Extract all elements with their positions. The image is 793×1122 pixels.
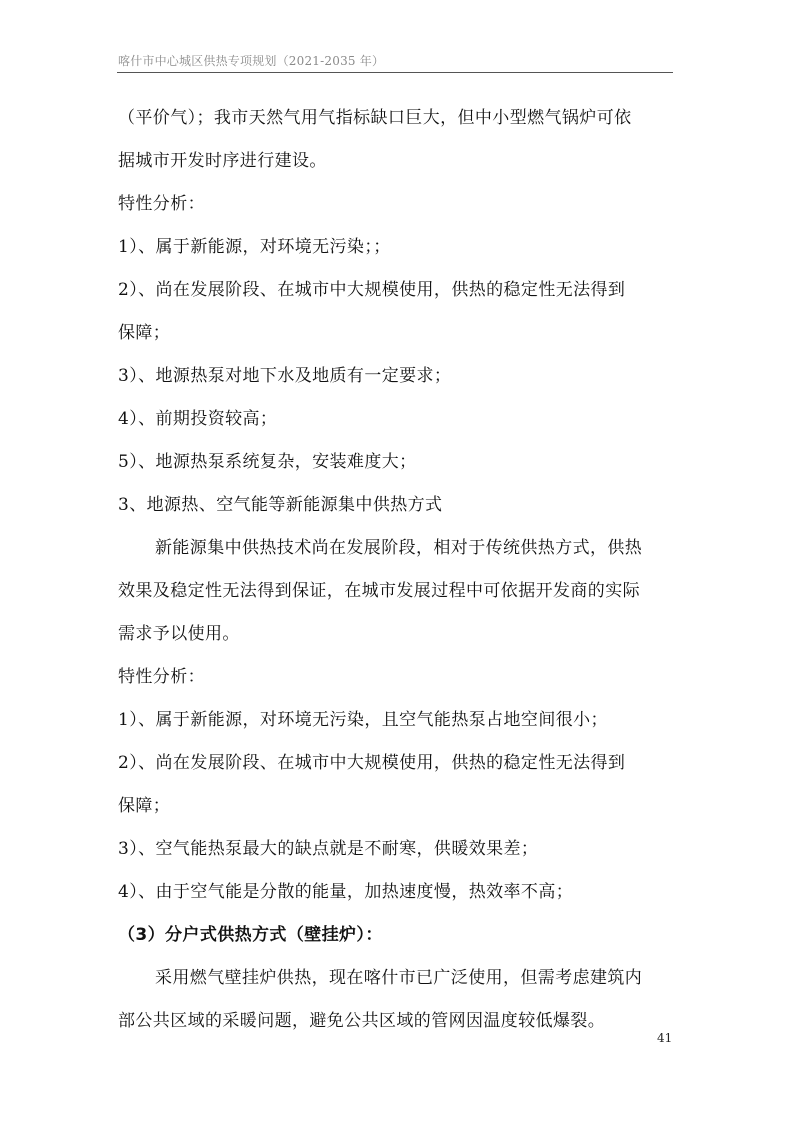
section-label: 特性分析：	[118, 194, 205, 214]
list-item: 1）、属于新能源，对环境无污染；；	[118, 237, 391, 257]
section-heading: （3）分户式供热方式（壁挂炉）：	[118, 925, 383, 945]
page-header-title: 喀什市中心城区供热专项规划（2021-2035 年）	[118, 54, 385, 68]
subsection-heading: 3、地源热、空气能等新能源集中供热方式	[118, 495, 443, 515]
list-item: 2）、尚在发展阶段、在城市中大规模使用，供热的稳定性无法得到	[118, 753, 626, 773]
list-item: 3）、地源热泵对地下水及地质有一定要求；	[118, 366, 452, 386]
paragraph-line: 采用燃气壁挂炉供热，现在喀什市已广泛使用，但需考虑建筑内	[155, 968, 643, 988]
body-line: 据城市开发时序进行建设。	[118, 151, 327, 171]
list-item-continuation: 保障；	[118, 323, 171, 343]
list-item: 4）、由于空气能是分散的能量，加热速度慢，热效率不高；	[118, 882, 574, 902]
list-item: 4）、前期投资较高；	[118, 409, 278, 429]
body-line: （平价气）；我市天然气用气指标缺口巨大，但中小型燃气锅炉可依	[118, 108, 632, 128]
header-divider	[117, 72, 673, 73]
list-item: 5）、地源热泵系统复杂，安装难度大；	[118, 452, 417, 472]
paragraph-line: 需求予以使用。	[118, 624, 240, 644]
paragraph-line: 部公共区域的采暖问题，避免公共区域的管网因温度较低爆裂。	[118, 1011, 606, 1031]
list-item: 1）、属于新能源，对环境无污染，且空气能热泵占地空间很小；	[118, 710, 608, 730]
list-item: 2）、尚在发展阶段、在城市中大规模使用，供热的稳定性无法得到	[118, 280, 626, 300]
paragraph-line: 效果及稳定性无法得到保证，在城市发展过程中可依据开发商的实际	[118, 581, 640, 601]
list-item: 3）、空气能热泵最大的缺点就是不耐寒，供暖效果差；	[118, 839, 539, 859]
section-label: 特性分析：	[118, 667, 205, 687]
page-number: 41	[657, 1031, 673, 1045]
list-item-continuation: 保障；	[118, 796, 171, 816]
paragraph-line: 新能源集中供热技术尚在发展阶段，相对于传统供热方式，供热	[155, 538, 643, 558]
